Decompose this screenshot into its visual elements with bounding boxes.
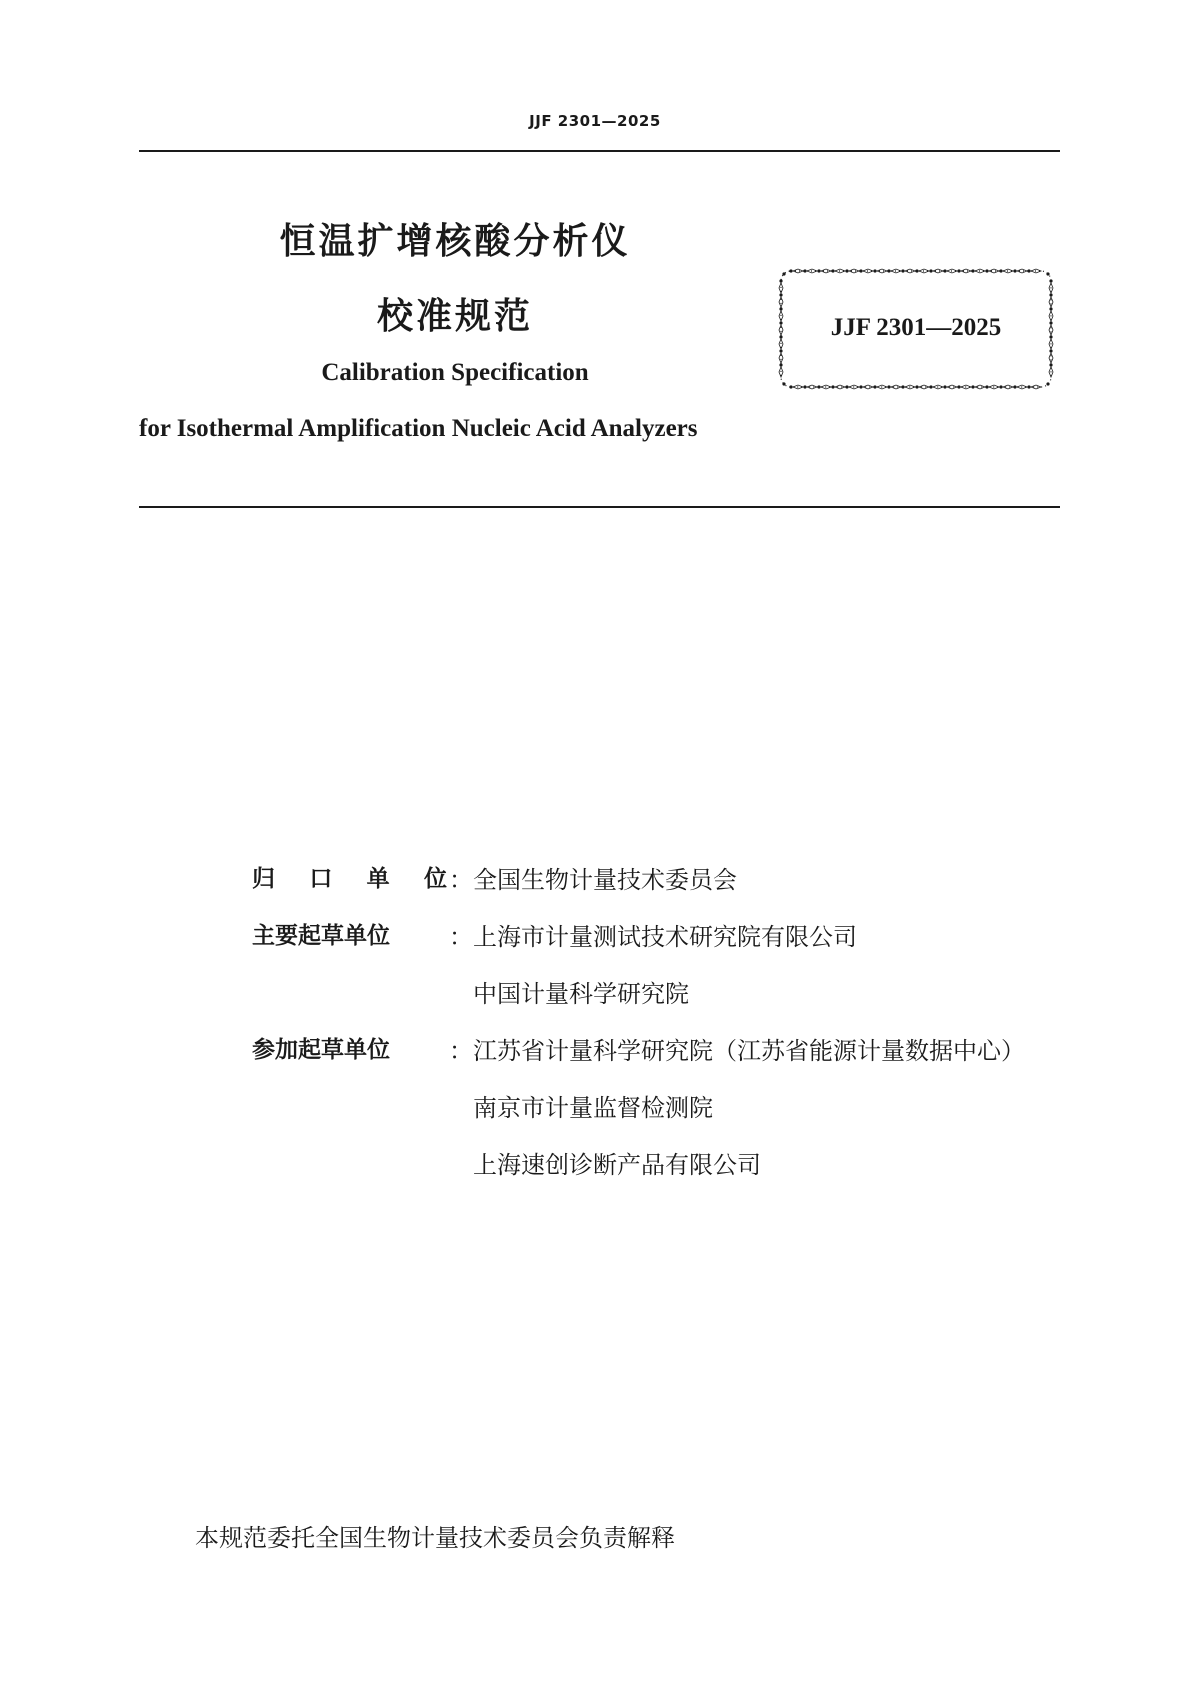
participating-drafting-unit-colon: ：: [449, 1037, 473, 1065]
title-english-line-1: Calibration Specification: [321, 359, 589, 386]
top-divider: [139, 150, 1060, 152]
participating-drafting-unit-label: 参加起草单位: [252, 1037, 390, 1063]
main-drafting-unit-row-2: [252, 974, 1072, 1031]
responsible-unit-label: 归 口 单 位: [252, 866, 447, 892]
main-drafting-unit-value-1: 上海市计量测试技术研究院有限公司: [473, 923, 857, 951]
main-drafting-unit-row: [252, 917, 1072, 974]
main-drafting-unit-colon: ：: [449, 923, 473, 951]
title-chinese-line-2: 校准规范: [376, 296, 533, 337]
title-english-line-2: for Isothermal Amplification Nucleic Acid Analyzers: [139, 415, 698, 442]
specification-code: JJF 2301—2025: [830, 314, 1002, 341]
participating-drafting-unit-row: [252, 1031, 1072, 1088]
responsible-unit-value: 全国生物计量技术委员会: [473, 866, 737, 894]
main-drafting-unit-label: 主要起草单位: [252, 923, 390, 949]
participating-drafting-unit-row-2: [252, 1088, 1072, 1145]
drafting-units-block: [252, 860, 1072, 1202]
participating-drafting-unit-value-1: 江苏省计量科学研究院（江苏省能源计量数据中心）: [473, 1037, 1025, 1065]
main-drafting-unit-value-2: 中国计量科学研究院: [473, 980, 689, 1008]
bottom-divider: [139, 506, 1060, 508]
title-chinese-line-1: 恒温扩增核酸分析仪: [279, 221, 631, 262]
participating-drafting-unit-value-2: 南京市计量监督检测院: [473, 1094, 713, 1122]
specification-code-box: [778, 268, 1054, 390]
running-header: JJF 2301—2025: [529, 112, 661, 130]
participating-drafting-unit-row-3: [252, 1145, 1072, 1202]
participating-drafting-unit-value-3: 上海速创诊断产品有限公司: [473, 1151, 761, 1179]
interpretation-note: 本规范委托全国生物计量技术委员会负责解释: [195, 1524, 675, 1552]
responsible-unit-row: [252, 860, 1072, 917]
responsible-unit-colon: ：: [449, 866, 473, 894]
